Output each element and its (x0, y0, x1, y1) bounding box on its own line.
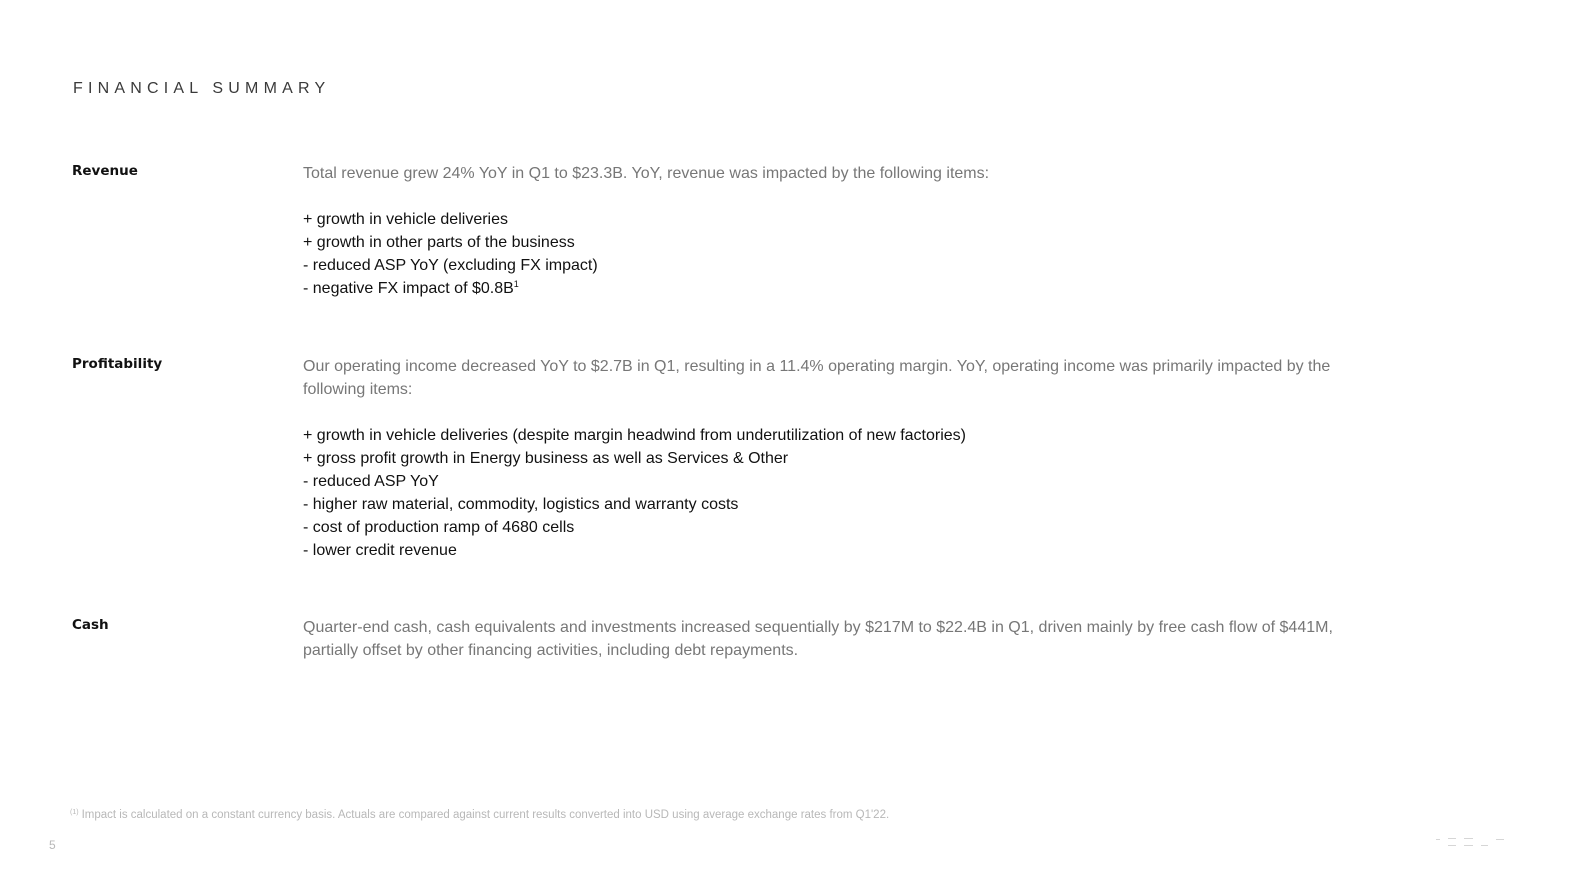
section-body-revenue (303, 162, 1353, 300)
list-item: + gross profit growth in Energy business as well as Services & Other (303, 450, 789, 467)
section-label-revenue: Revenue (72, 163, 138, 179)
footnote-marker: (1) (70, 809, 79, 816)
footnote-text: Impact is calculated on a constant currency basis. Actuals are compared against current results converted into USD using average exchange rates from Q1'22. (81, 809, 890, 821)
brand-wordmark-icon (1436, 838, 1504, 846)
footnote-ref: 1 (513, 279, 519, 289)
revenue-intro: Total revenue grew 24% YoY in Q1 to $23.3B. YoY, revenue was impacted by the following items: (303, 165, 990, 182)
footnote (70, 809, 889, 821)
cash-intro: Quarter-end cash, cash equivalents and investments increased sequentially by $217M to $22.4B in Q1, driven mainly by free cash flow of $441M, partially offset by other financing activities, including debt repayments. (303, 619, 1333, 659)
list-item: - negative FX impact of $\$0.8B^1$ (303, 279, 519, 297)
list-item: - higher raw material, commodity, logistics and warranty costs (303, 496, 739, 513)
section-body-profitability (303, 355, 1353, 562)
list-item: - reduced ASP YoY (303, 473, 439, 490)
list-item: + growth in other parts of the business (303, 234, 575, 251)
section-body-cash (303, 616, 1353, 662)
list-item: + growth in vehicle deliveries (303, 211, 508, 228)
profitability-items (303, 424, 1353, 562)
list-item: + growth in vehicle deliveries (despite margin headwind from underutilization of new factories) (303, 427, 966, 444)
list-item: - lower credit revenue (303, 542, 457, 559)
section-label-cash: Cash (72, 617, 109, 633)
list-item: - reduced ASP YoY (excluding FX impact) (303, 257, 598, 274)
section-label-profitability: Profitability (72, 356, 163, 372)
revenue-items (303, 208, 1353, 300)
list-item: - cost of production ramp of 4680 cells (303, 519, 575, 536)
page-title: FINANCIAL SUMMARY (73, 80, 331, 97)
page-number: 5 (49, 838, 56, 852)
profitability-intro: Our operating income decreased YoY to $2.7B in Q1, resulting in a 11.4% operating margin. YoY, operating income was primarily impacted by the following items: (303, 358, 1331, 398)
